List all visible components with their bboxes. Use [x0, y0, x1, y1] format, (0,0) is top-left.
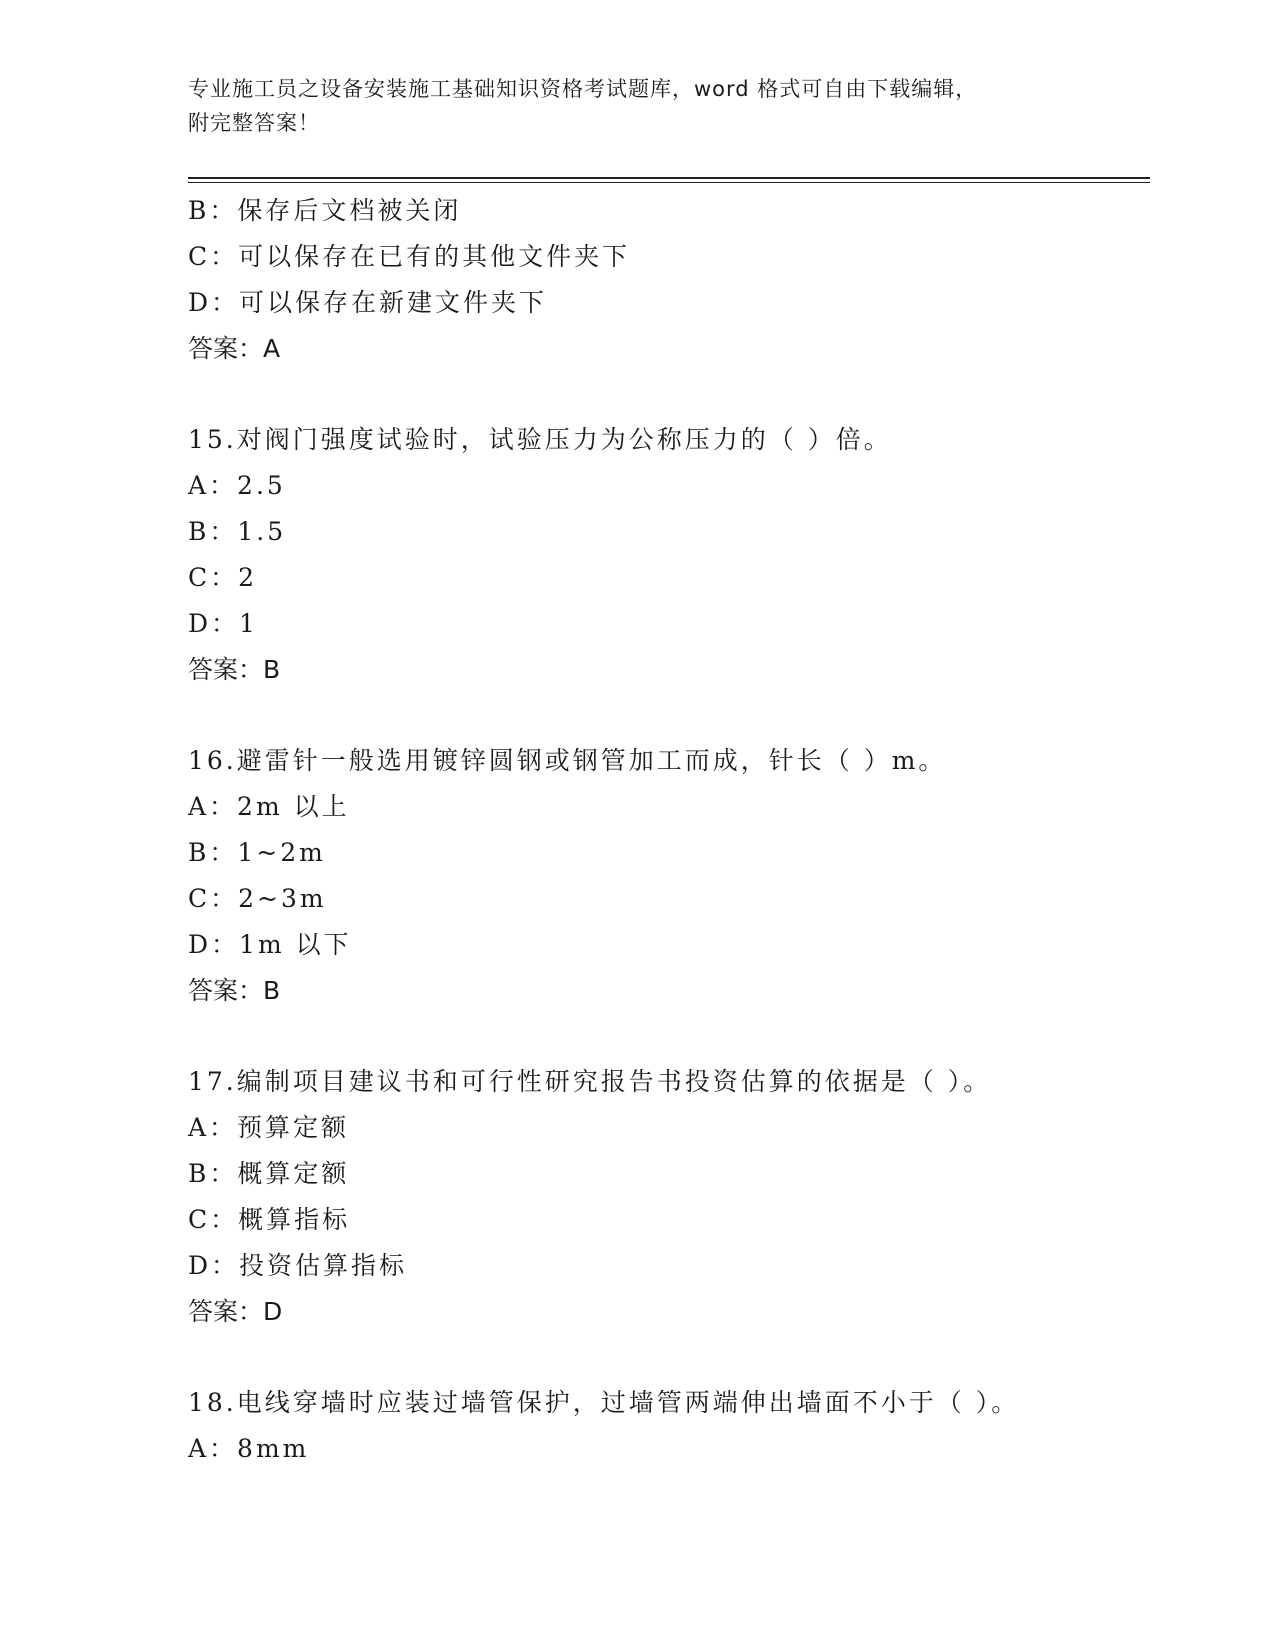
question-text: 15.对阀门强度试验时，试验压力为公称压力的（ ）倍。: [188, 425, 892, 454]
option-d: D：投资估算指标: [188, 1251, 408, 1280]
option-a: A：2m 以上: [188, 792, 350, 821]
option-a: A：8mm: [188, 1434, 310, 1463]
answer: 答案：B: [188, 976, 281, 1005]
question-17: [188, 1059, 1148, 1335]
option-d: D：1m 以下: [188, 930, 352, 959]
header-line-2: 附完整答案！: [188, 111, 320, 135]
answer: 答案：A: [188, 334, 281, 363]
option-a: A：2.5: [188, 471, 286, 500]
option-c: C：概算指标: [188, 1205, 351, 1234]
option-b: B：保存后文档被关闭: [188, 196, 462, 225]
document-body: [188, 188, 1148, 1472]
option-c: C：可以保存在已有的其他文件夹下: [188, 242, 631, 271]
document-header: [188, 72, 1068, 140]
question-18: [188, 1380, 1148, 1472]
answer: 答案：D: [188, 1297, 283, 1326]
header-line-1: 专业施工员之设备安装施工基础知识资格考试题库，word 格式可自由下载编辑，: [188, 77, 978, 101]
prev-question-block: [188, 188, 1148, 372]
question-text: 17.编制项目建议书和可行性研究报告书投资估算的依据是（ ）。: [188, 1067, 992, 1096]
question-text: 16.避雷针一般选用镀锌圆钢或钢管加工而成，针长（ ）m。: [188, 746, 947, 775]
option-c: C：2~3m: [188, 884, 327, 913]
header-divider: [188, 177, 1150, 183]
option-c: C：2: [188, 563, 258, 592]
option-d: D：1: [188, 609, 258, 638]
question-15: [188, 417, 1148, 693]
question-16: [188, 738, 1148, 1014]
option-b: B：1.5: [188, 517, 287, 546]
option-d: D：可以保存在新建文件夹下: [188, 288, 548, 317]
option-b: B：1~2m: [188, 838, 326, 867]
answer: 答案：B: [188, 655, 281, 684]
option-a: A：预算定额: [188, 1113, 350, 1142]
option-b: B：概算定额: [188, 1159, 350, 1188]
question-text: 18.电线穿墙时应装过墙管保护，过墙管两端伸出墙面不小于（ ）。: [188, 1388, 1020, 1417]
